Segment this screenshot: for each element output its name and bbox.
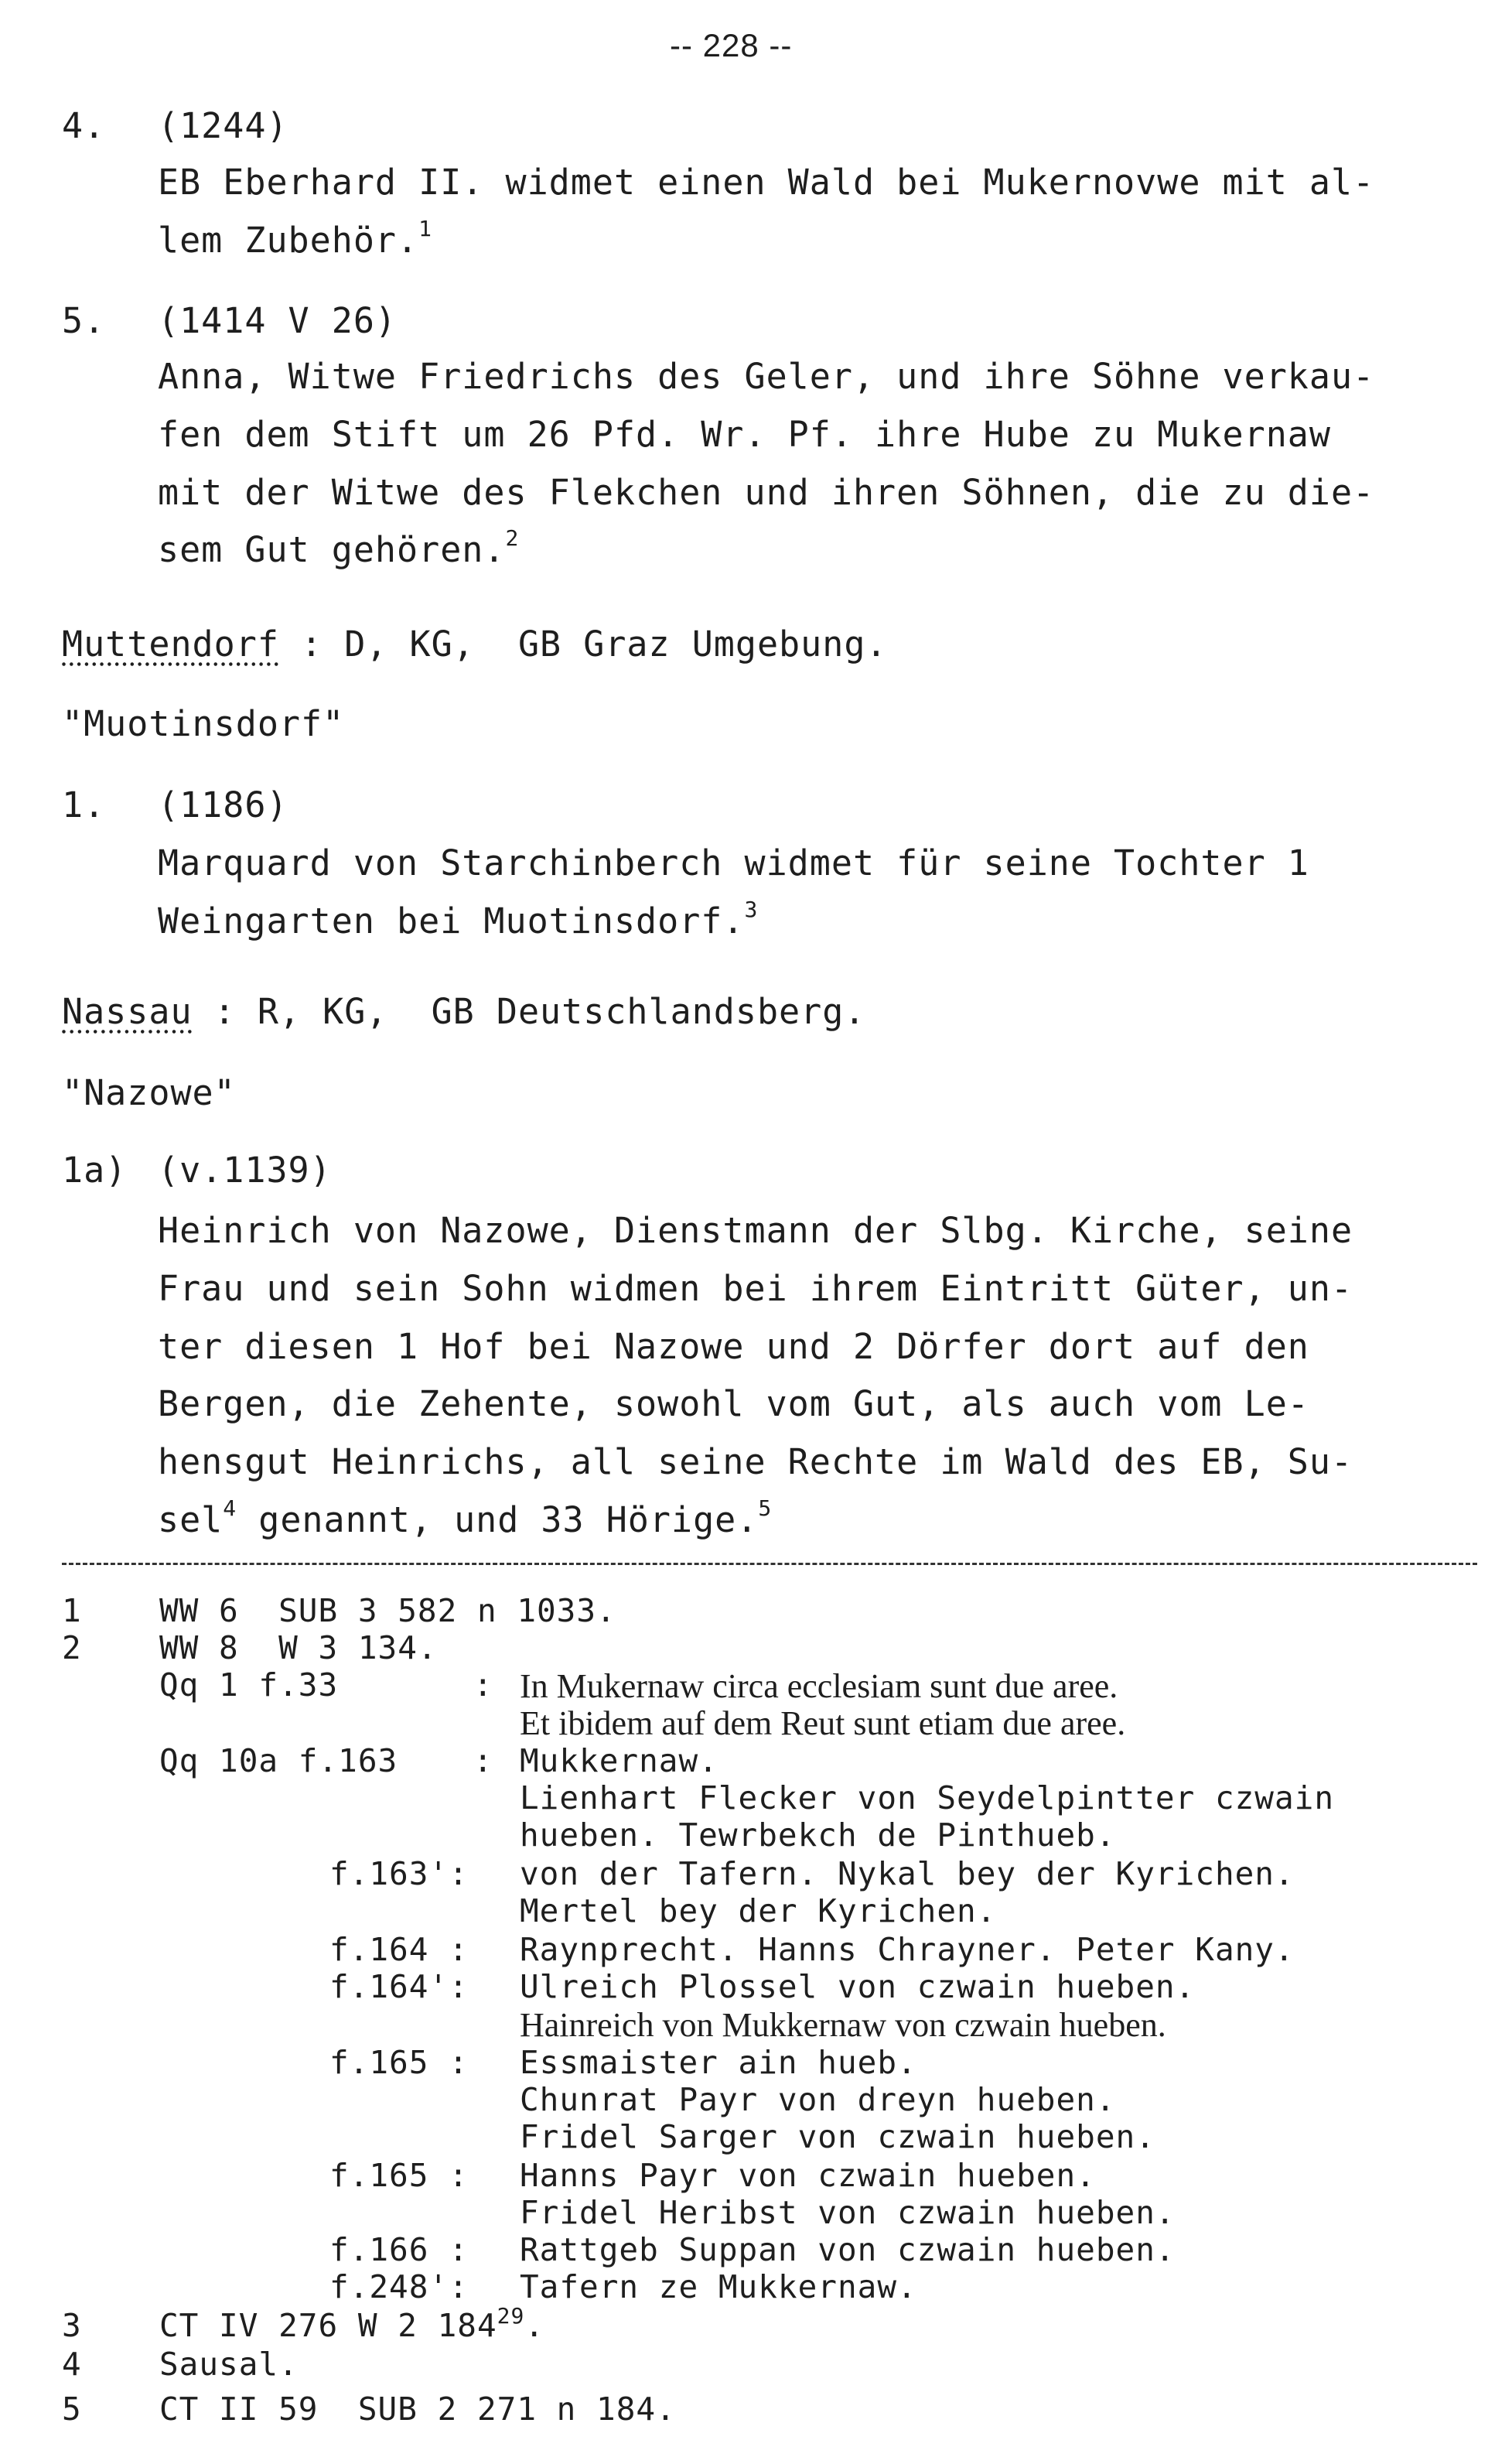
footnote-2-number: 2 — [62, 1629, 82, 1666]
footnote-3-number: 3 — [62, 2307, 82, 2344]
qq10-line-3: hueben. Tewrbekch de Pinthueb. — [520, 1816, 1116, 1854]
muttendorf-entry-1-line-2: Weingarten bei Muotinsdorf.$^3$ — [158, 897, 759, 942]
f163b-line-2: Mertel bey der Kyrichen. — [520, 1892, 997, 1929]
qq10-colon: : — [473, 1742, 493, 1779]
entry-4-date: (1244) — [158, 105, 288, 146]
nassau-old-name: "Nazowe" — [62, 1072, 236, 1113]
qq10-line-1: Mukkernaw. — [520, 1742, 718, 1779]
nassau-line-6: sel$^4$ genannt, und 33 Hörige.$^5$ — [158, 1495, 773, 1540]
nassau-heading: Nassau : R, KG, GB Deutschlandsberg. — [62, 991, 866, 1032]
entry-5-line-2: fen dem Stift um 26 Pfd. Wr. Pf. ihre Hube zu Mukernaw — [158, 414, 1331, 455]
nassau-line-1: Heinrich von Nazowe, Dienstmann der Slbg. Kirche, seine — [158, 1210, 1353, 1251]
nassau-line-4: Bergen, die Zehente, sowohl vom Gut, als auch vom Le- — [158, 1383, 1309, 1424]
entry-4-line-1: EB Eberhard II. widmet einen Wald bei Mukernovwe mit al- — [158, 162, 1375, 203]
f166-line-1: Rattgeb Suppan von czwain hueben. — [520, 2231, 1176, 2268]
f165c-reference: f.165 : — [329, 2157, 469, 2194]
entry-5-number: 5. — [62, 300, 106, 341]
qq10-line-2: Lienhart Flecker von Seydelpintter czwain — [520, 1779, 1335, 1816]
qq1-line-1: In Mukernaw circa ecclesiam sunt due aree. — [520, 1667, 1118, 1705]
f164-reference: f.164 : — [329, 1931, 469, 1968]
f165c-line-2: Fridel Heribst von czwain hueben. — [520, 2194, 1176, 2231]
f165-line-1: Essmaister ain hueb. — [520, 2044, 917, 2081]
footnote-5-number: 5 — [62, 2391, 82, 2428]
entry-5-line-1: Anna, Witwe Friedrichs des Geler, und ihre Söhne verkau- — [158, 356, 1375, 397]
f163b-line-1: von der Tafern. Nykal bey der Kyrichen. — [520, 1855, 1295, 1892]
f248-reference: f.248': — [329, 2268, 469, 2305]
f164-line-1: Raynprecht. Hanns Chrayner. Peter Kany. — [520, 1931, 1295, 1968]
f248-line-1: Tafern ze Mukkernaw. — [520, 2268, 917, 2305]
f164b-line-2: Hainreich von Mukkernaw von czwain hueben. — [520, 2006, 1166, 2044]
footnote-ref-5: 5 — [758, 1495, 773, 1521]
f164b-line-1: Ulreich Plossel von czwain hueben. — [520, 1968, 1196, 2005]
footnote-4-number: 4 — [62, 2346, 82, 2383]
f163b-reference: f.163': — [329, 1855, 469, 1892]
qq1-reference: Qq 1 f.33 — [159, 1666, 339, 1704]
nassau-entry-1a-number: 1a) — [62, 1150, 128, 1191]
footnote-ref-4: 4 — [223, 1495, 237, 1521]
footnote-ref-2: 2 — [505, 525, 520, 551]
footnote-4-text: Sausal. — [159, 2346, 299, 2383]
f165-line-2: Chunrat Payr von dreyn hueben. — [520, 2081, 1116, 2118]
footnote-3-superscript: 29 — [497, 2303, 525, 2329]
qq1-line-2: Et ibidem auf dem Reut sunt etiam due aree. — [520, 1704, 1126, 1742]
muttendorf-entry-1-date: (1186) — [158, 784, 288, 825]
f164b-reference: f.164': — [329, 1968, 469, 2005]
entry-5-line-3: mit der Witwe des Flekchen und ihren Söhnen, die zu die- — [158, 472, 1375, 513]
f166-reference: f.166 : — [329, 2231, 469, 2268]
page-number: -- 228 -- — [670, 27, 793, 63]
f165-reference: f.165 : — [329, 2044, 469, 2081]
nassau-line-5: hensgut Heinrichs, all seine Rechte im Wald des EB, Su- — [158, 1441, 1353, 1482]
entry-5-line-4: sem Gut gehören.$^2$ — [158, 525, 520, 570]
qq10-reference: Qq 10a f.163 — [159, 1742, 398, 1779]
entry-4-number: 4. — [62, 105, 106, 146]
footnote-1-number: 1 — [62, 1592, 82, 1629]
entry-4-line-2: lem Zubehör.$^1$ — [158, 216, 432, 261]
place-name-nassau: Nassau — [62, 991, 193, 1032]
muttendorf-entry-1-number: 1. — [62, 784, 106, 825]
footnote-separator — [62, 1563, 1477, 1565]
footnote-ref-3: 3 — [744, 897, 759, 922]
entry-5-date: (1414 V 26) — [158, 300, 398, 341]
qq1-colon: : — [473, 1666, 493, 1704]
place-name-muttendorf: Muttendorf — [62, 624, 279, 665]
footnote-3-text: CT IV 276 W 2 $184^{29}$. — [159, 2303, 545, 2344]
footnote-1-text: WW 6 SUB 3 582 n 1033. — [159, 1592, 616, 1629]
footnote-5-text: CT II 59 SUB 2 271 n 184. — [159, 2391, 676, 2428]
nassau-line-2: Frau und sein Sohn widmen bei ihrem Eintritt Güter, un- — [158, 1268, 1353, 1309]
muttendorf-heading: Muttendorf : D, KG, GB Graz Umgebung. — [62, 624, 888, 665]
muttendorf-old-name: "Muotinsdorf" — [62, 703, 345, 744]
nassau-line-3: ter diesen 1 Hof bei Nazowe und 2 Dörfer dort auf den — [158, 1326, 1309, 1367]
f165c-line-1: Hanns Payr von czwain hueben. — [520, 2157, 1096, 2194]
footnote-ref-1: 1 — [418, 216, 432, 241]
muttendorf-entry-1-line-1: Marquard von Starchinberch widmet für seine Tochter 1 — [158, 842, 1309, 883]
footnote-2-text: WW 8 W 3 134. — [159, 1629, 438, 1666]
nassau-entry-1a-date: (v.1139) — [158, 1150, 332, 1191]
f165-line-3: Fridel Sarger von czwain hueben. — [520, 2118, 1155, 2155]
